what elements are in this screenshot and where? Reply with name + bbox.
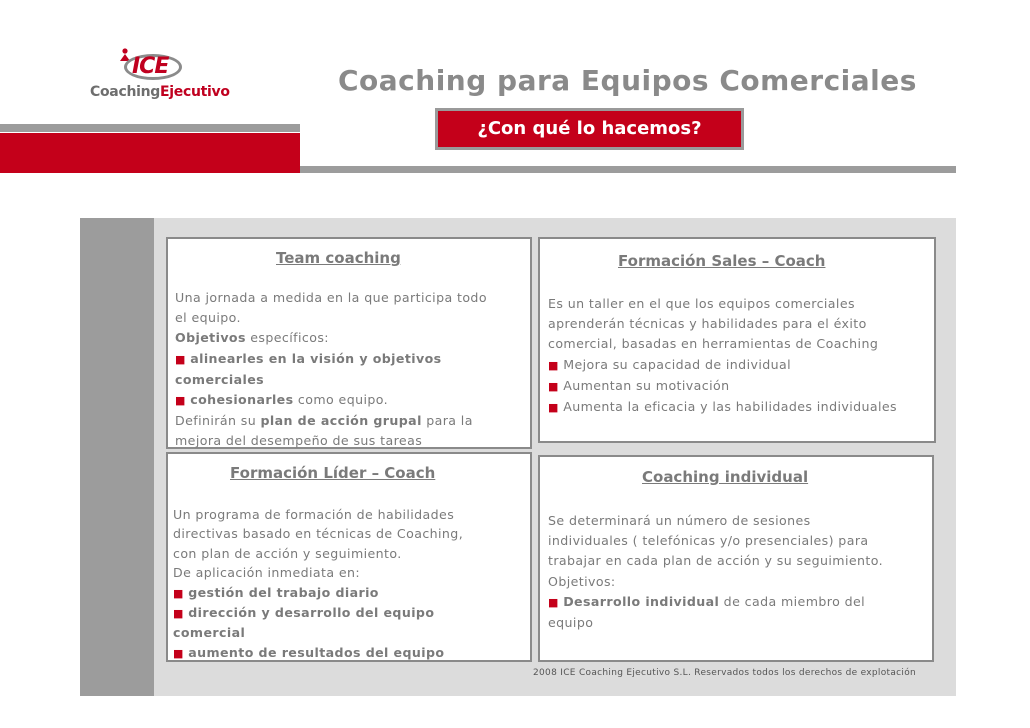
bullet-icon: ■ [175,394,186,408]
bullet-icon: ■ [548,358,559,372]
bullet-icon: ■ [173,646,184,660]
copyright-footer: 2008 ICE Coaching Ejecutivo S.L. Reservados todos los derechos de explotación [533,668,917,678]
bullet-icon: ■ [173,607,184,621]
bullet-icon: ■ [175,352,186,366]
card-title: Team coaching [276,249,401,267]
card-body: Se determinará un número de sesiones individuales ( telefónicas y/o presenciales) para trabajar en cada plan de acción y su seguimiento. Objetivos: ■ Desarrollo individual de cada miembro del equipo [548,513,884,631]
header-gray-stripe [0,124,300,132]
card-coaching-individual [538,455,934,662]
card-title: Coaching individual [642,468,809,486]
card-lider-coach [166,452,532,662]
bullet-icon: ■ [173,586,184,600]
page-subtitle: ¿Con qué lo hacemos? [435,108,744,150]
card-title: Formación Sales – Coach [618,252,826,270]
logo-subtitle: CoachingEjecutivo [90,84,230,100]
card-team-coaching [166,237,532,449]
header-gray-rule [300,166,956,173]
bullet-icon: ■ [548,379,559,393]
page-title: Coaching para Equipos Comerciales [338,64,917,97]
header-red-band [0,133,300,173]
card-sales-coach [538,237,936,443]
card-body: Es un taller en el que los equipos comerciales aprenderán técnicas y habilidades para el éxito comercial, basadas en herramientas de Coaching ■ Mejora su capacidad de individual ■ Aumentan su motivación ■ Aumenta la eficacia y las habilidades individuales [548,296,898,415]
bullet-icon: ■ [548,401,559,415]
card-body: Una jornada a medida en la que participa todo el equipo. Objetivos específicos: ■ alinearles en la visión y objetivos comerciales ■ cohesionarles como equipo. Definirán su plan de acción grupal para la mejora del desempeño de sus tareas [175,290,487,449]
company-logo [88,48,238,110]
logo-brand: ICE [132,54,169,79]
card-body: Un programa de formación de habilidades directivas basado en técnicas de Coaching, con plan de acción y seguimiento. De aplicación inmediata en: ■ gestión del trabajo diario ■ dirección y desarrollo del equipo comercial ■ aumento de resultados del equipo [173,507,464,660]
bullet-icon: ■ [548,595,559,609]
content-panel-sidebar [80,218,154,696]
card-title: Formación Líder – Coach [230,464,436,482]
